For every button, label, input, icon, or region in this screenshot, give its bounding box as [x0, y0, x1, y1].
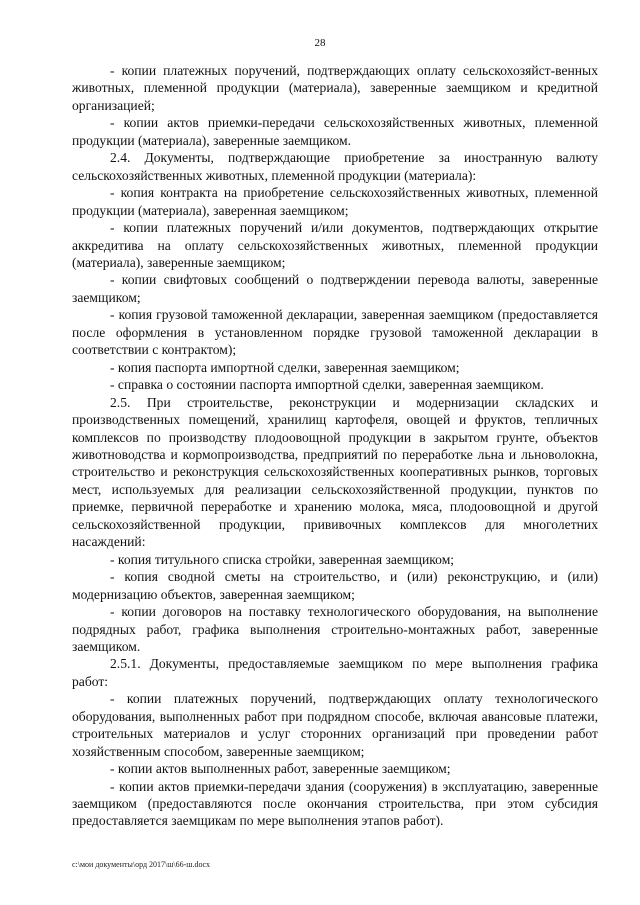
paragraph: - справка о состоянии паспорта импортной сделки, заверенная заемщиком. [110, 377, 544, 393]
paragraph: - копии платежных поручений, подтверждающих оплату сельскохозяйст-венных животных, племенной продукции (материала), заверенные заемщиком и кредитной организацией; [72, 63, 598, 113]
paragraph: 2.5. При строительстве, реконструкции и модернизации складских и производственных помещений, хранилищ картофеля, овощей и фруктов, тепличных комплексов по производству плодоовощной продукции в закрытом грунте, объектов животноводства и кормопроизводства, предприятий по переработке льна и льноволокна, строительство и реконструкция сельскохозяйственных кооперативных рынков, торговых мест, используемых для реализации сельскохозяйственной продукции, пунктов по приемке, первичной переработке и хранению молока, мяса, плодоовощной и другой сельскохозяйственной продукции, прививочных комплексов для многолетних насаждений: [72, 394, 598, 550]
paragraph: - копия паспорта импортной сделки, заверенная заемщиком; [110, 359, 460, 375]
paragraph: 2.4. Документы, подтверждающие приобретение за иностранную валюту сельскохозяйственных животных, племенной продукции (материала): [72, 150, 598, 183]
paragraph: - копия сводной сметы на строительство, и (или) реконструкцию, и (или) модернизацию объектов, заверенная заемщиком; [72, 569, 598, 602]
paragraph: - копии договоров на поставку технологического оборудования, на выполнение подрядных работ, графика выполнения строительно-монтажных работ, заверенные заемщиком. [72, 604, 598, 654]
paragraph: - копия титульного списка стройки, заверенная заемщиком; [110, 551, 455, 567]
paragraph: 2.5.1. Документы, предоставляемые заемщиком по мере выполнения графика работ: [72, 656, 598, 689]
paragraph: - копии свифтовых сообщений о подтверждении перевода валюты, заверенные заемщиком; [72, 272, 598, 305]
file-path-footer: c:\мои документы\орд 2017\ш\66-ш.docx [72, 860, 211, 869]
document-body [72, 62, 598, 830]
paragraph: - копия контракта на приобретение сельскохозяйственных животных, племенной продукции (материала), заверенная заемщиком; [72, 185, 598, 218]
paragraph: - копия грузовой таможенной декларации, заверенная заемщиком (предоставляется после оформления в установленном порядке грузовой таможенной декларации в соответствии с контрактом); [72, 307, 598, 358]
paragraph: - копии платежных поручений и/или документов, подтверждающих открытие аккредитива на оплату сельскохозяйственных животных, племенной продукции (материала), заверенные заемщиком; [72, 220, 598, 270]
paragraph: - копии актов приемки-передачи здания (сооружения) в эксплуатацию, заверенные заемщиком (предоставляются после окончания строительства, при этом субсидия предоставляется заемщикам по мере выполнения этапов работ). [72, 778, 598, 829]
page-number: 28 [314, 37, 326, 49]
paragraph: - копии актов приемки-передачи сельскохозяйственных животных, племенной продукции (материала), заверенные заемщиком. [72, 115, 598, 148]
paragraph: - копии актов выполненных работ, заверенные заемщиком; [110, 761, 451, 777]
paragraph: - копии платежных поручений, подтверждающих оплату технологического оборудования, выполненных работ при подрядном способе, включая авансовые платежи, строительных материалов и услуг сторонних организаций при проведении работ хозяйственным способом, заверенные заемщиком; [72, 691, 598, 759]
